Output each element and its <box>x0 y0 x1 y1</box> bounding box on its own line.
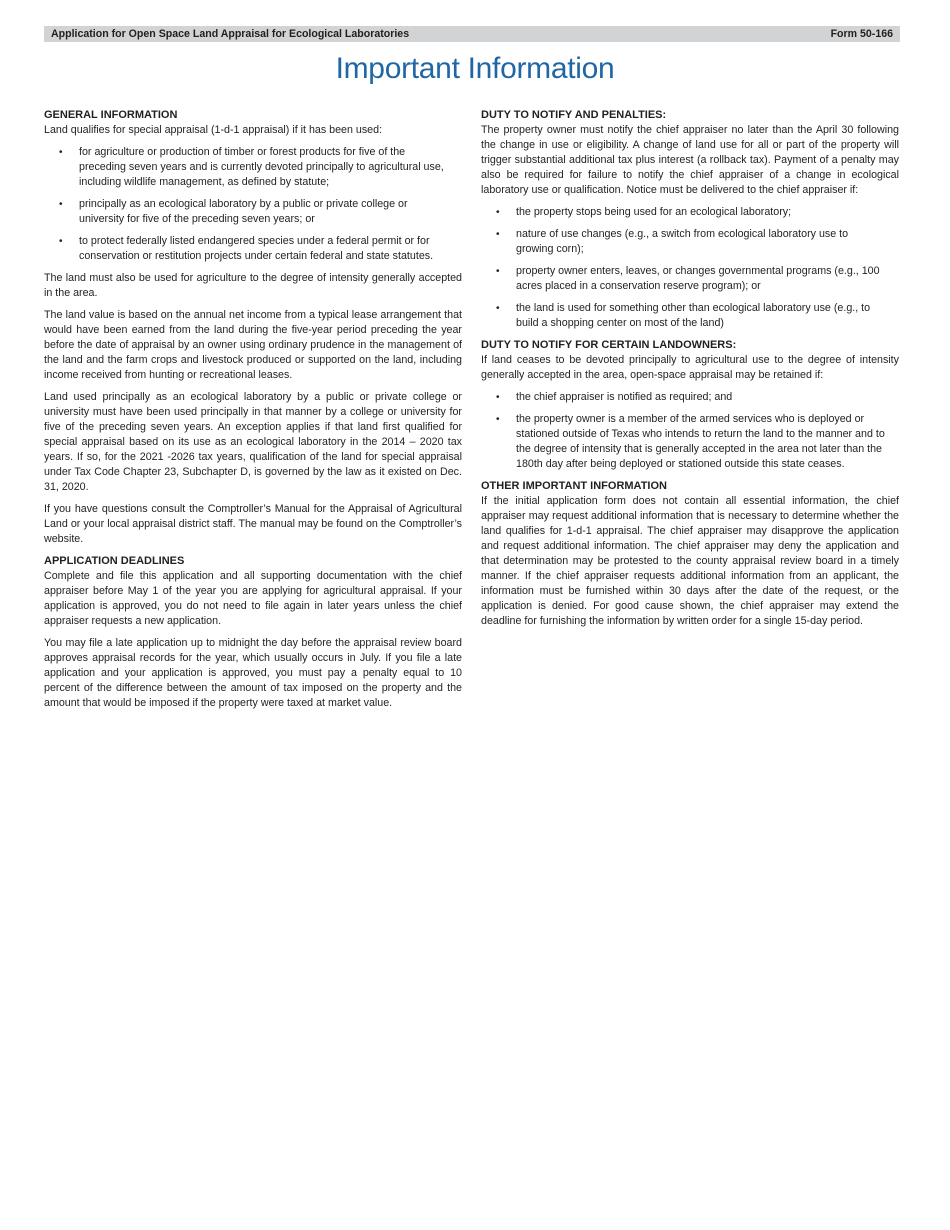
bullet-icon: • <box>496 414 500 425</box>
certain-bullet-list <box>481 390 899 472</box>
list-item-text: for agriculture or production of timber or forest products for five of the preceding seven years and is currently devoted principally to agricultural use, including wildlife management, as defined by statute; <box>79 146 444 188</box>
application-deadlines-heading: APPLICATION DEADLINES <box>44 555 185 567</box>
form-number: Form 50-166 <box>830 28 893 40</box>
general-paragraph: The land value is based on the annual net income from a typical lease arrangement that would have been earned from the land during the five-year period preceding the year before the date of appraisal by an owner using ordinary prudence in the management of the land and the farm crops and livestock produced or supported on the land, including income received from hunting or recreational leases. <box>44 309 462 381</box>
list-item <box>481 264 899 294</box>
other-information-heading: OTHER IMPORTANT INFORMATION <box>481 480 667 492</box>
list-item-text: the property stops being used for an ecological laboratory; <box>516 206 792 218</box>
bullet-icon: • <box>496 266 500 277</box>
list-item-text: nature of use changes (e.g., a switch from ecological laboratory use to growing corn); <box>516 228 849 255</box>
form-title: Application for Open Space Land Appraisal for Ecological Laboratories <box>51 28 410 40</box>
bullet-icon: • <box>59 236 63 247</box>
certain-landowners-heading: DUTY TO NOTIFY FOR CERTAIN LANDOWNERS: <box>481 339 737 351</box>
deadlines-paragraph: Complete and file this application and all supporting documentation with the chief appraiser before May 1 of the year you are applying for agricultural appraisal. If your application is approved, you do not need to file again in later years unless the chief appraiser requests a new application. <box>44 570 462 627</box>
duty-to-notify-heading: DUTY TO NOTIFY AND PENALTIES: <box>481 109 667 121</box>
general-paragraph: Land used principally as an ecological laboratory by a public or private college or university must have been used principally in that manner by a college or university for five of the preceding seven years. An exception applies if that land first qualified for special appraisal based on its use as an ecological laboratory in the 2014 – 2020 tax years. If so, for the 2021 -2026 tax years, qualification of the land for special appraisal under Tax Code Chapter 23, Subchapter D, is governed by the law as it existed on Dec. 31, 2020. <box>44 391 462 493</box>
list-item-text: the land is used for something other than ecological laboratory use (e.g., to build a shopping center on most of the land) <box>516 302 871 329</box>
application-deadlines-section <box>44 554 462 711</box>
duty-to-notify-section <box>481 108 899 331</box>
certain-landowners-section <box>481 338 899 472</box>
other-paragraph: If the initial application form does not contain all essential information, the chief appraiser may request additional information that is necessary to determine whether the land qualifies for 1-d-1 appraisal. The chief appraiser may disapprove the application and request additional information. The chief appraiser may deny the application and that determination may be protested to the county appraisal review board in a timely manner. If the chief appraiser requests additional information from an applicant, the information must be furnished within 30 days after the date of the request, or the application is denied. For good cause shown, the chief appraiser may extend the deadline for furnishing the information by written order for a single 15-day period. <box>481 495 899 627</box>
list-item <box>481 412 899 472</box>
bullet-icon: • <box>496 303 500 314</box>
duty-bullet-list <box>481 205 899 331</box>
list-item <box>481 227 899 257</box>
bullet-icon: • <box>496 229 500 240</box>
left-column <box>44 108 462 718</box>
other-information-section <box>481 479 899 629</box>
general-information-heading: GENERAL INFORMATION <box>44 109 178 121</box>
general-information-section <box>44 108 462 547</box>
list-item-text: property owner enters, leaves, or changes governmental programs (e.g., 100 acres placed in a conservation reserve program); or <box>516 265 880 292</box>
duty-paragraph: The property owner must notify the chief appraiser no later than the April 30 following the change in use or eligibility. A change of land use for all or part of the property will trigger substantial additional tax plus interest (a rollback tax). Payment of a penalty may also be required for failure to notify the chief appraiser of a change in ecological laboratory use or qualification. Notice must be delivered to the chief appraiser if: <box>481 124 899 196</box>
list-item <box>44 234 462 264</box>
bullet-icon: • <box>59 147 63 158</box>
bullet-icon: • <box>496 207 500 218</box>
form-header-bar <box>44 26 900 42</box>
deadlines-paragraph: You may file a late application up to midnight the day before the appraisal review board approves appraisal records for the year, which usually occurs in July. If you file a late application and your application is approved, you must pay a penalty equal to 10 percent of the difference between the amount of tax imposed on the property and the amount that would be imposed if the property were taxed at market value. <box>44 637 462 709</box>
page-title: Important Information <box>335 52 615 85</box>
list-item-text: to protect federally listed endangered species under a federal permit or for conservation or restitution projects under certain federal and state statutes. <box>79 235 434 262</box>
general-intro: Land qualifies for special appraisal (1-d-1 appraisal) if it has been used: <box>44 124 383 136</box>
right-column <box>481 108 899 636</box>
list-item-text: principally as an ecological laboratory by a public or private college or university for five of the preceding seven years; or <box>79 198 408 225</box>
list-item-text: the property owner is a member of the armed services who is deployed or stationed outside of Texas who intends to return the land to the manner and to the degree of intensity that is generally accepted in the area not later than the 180th day after being deployed or stationed outside this state ceases. <box>516 413 885 470</box>
general-bullet-list <box>44 145 462 264</box>
general-paragraph: If you have questions consult the Comptroller’s Manual for the Appraisal of Agricultural Land or your local appraisal district staff. The manual may be found on the Comptroller’s website. <box>44 503 462 545</box>
list-item <box>44 197 462 227</box>
list-item <box>481 390 899 405</box>
list-item <box>44 145 462 190</box>
list-item-text: the chief appraiser is notified as required; and <box>516 391 733 403</box>
bullet-icon: • <box>59 199 63 210</box>
bullet-icon: • <box>496 392 500 403</box>
general-paragraph: The land must also be used for agriculture to the degree of intensity generally accepted in the area. <box>44 272 462 299</box>
certain-paragraph: If land ceases to be devoted principally to agricultural use to the degree of intensity generally accepted in the area, open-space appraisal may be retained if: <box>481 354 899 381</box>
list-item <box>481 205 899 220</box>
list-item <box>481 301 899 331</box>
